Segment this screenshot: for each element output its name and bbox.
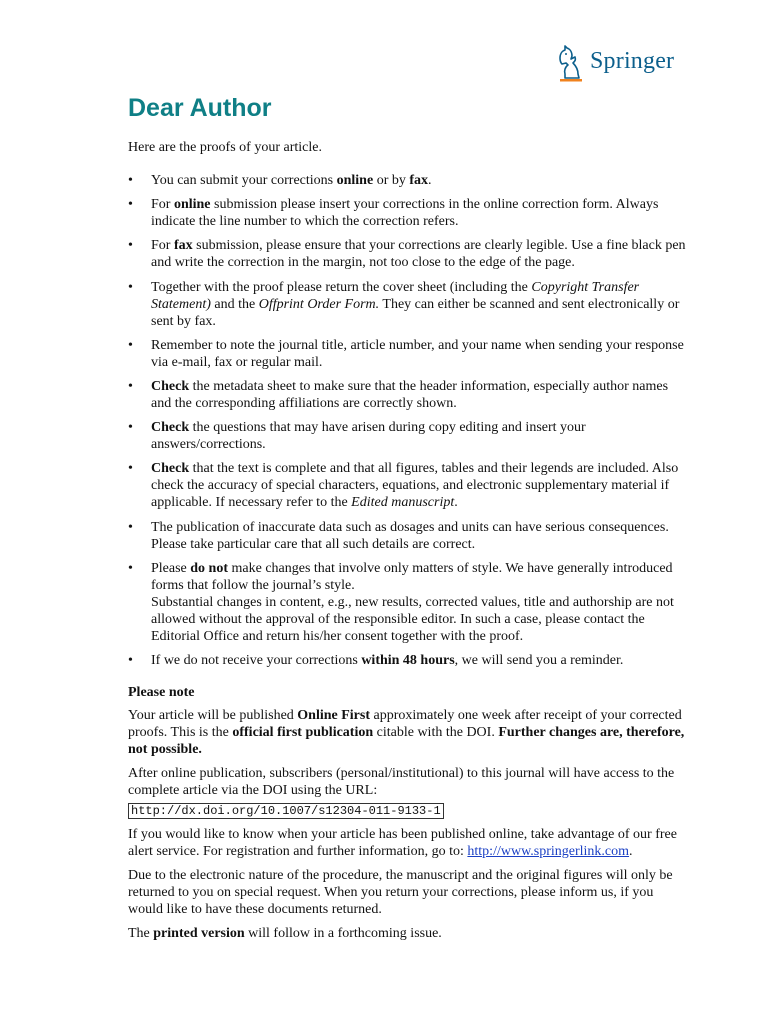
alert-service-paragraph: If you would like to know when your article has been published online, take advantage of our free alert service. For registration and further information, go to: http://www.springerlink.com.: [128, 826, 677, 859]
list-item: • If we do not receive your corrections within 48 hours, we will send you a reminder.: [128, 652, 688, 669]
access-paragraph: After online publication, subscribers (personal/institutional) to this journal will have access to the complete article via the DOI using the URL:: [128, 765, 675, 798]
list-item: • Check the metadata sheet to make sure that the header information, especially author names and the corresponding affiliations are correctly shown.: [128, 378, 688, 412]
list-item: • Please do not make changes that involve only matters of style. We have generally introduced forms that follow the journal’s style. Substantial changes in content, e.g., new results, corrected values, title and authorship are not allowed without the approval of the responsible editor. In such a case, please contact the Editorial Office and return his/her consent together with the proof.: [128, 560, 688, 645]
letter-body: [128, 139, 688, 949]
instruction-list: [128, 172, 688, 669]
list-item: • Check that the text is complete and that all figures, tables and their legends are included. Also check the accuracy of special characters, equations, and electronic supplementary material if applicable. If necessary refer to the Edited manuscript.: [128, 460, 688, 511]
intro-text: Here are the proofs of your article.: [128, 140, 322, 155]
list-item: • For online submission please insert your corrections in the online correction form. Always indicate the line number to which the correction refers.: [128, 196, 688, 230]
chess-knight-icon: [556, 44, 586, 82]
printed-version-paragraph: The printed version will follow in a forthcoming issue.: [128, 925, 442, 941]
returns-paragraph: Due to the electronic nature of the procedure, the manuscript and the original figures will only be returned to you on special request. When you return your corrections, please inform us, if you would like to have these documents returned.: [128, 867, 673, 917]
list-item: • Check the questions that may have arisen during copy editing and insert your answers/corrections.: [128, 419, 688, 453]
springer-logo: [556, 44, 686, 84]
list-item: • For fax submission, please ensure that your corrections are clearly legible. Use a fine black pen and write the correction in the margin, not too close to the edge of the page.: [128, 237, 688, 271]
list-item: • The publication of inaccurate data such as dosages and units can have serious consequences. Please take particular care that all such details are correct.: [128, 519, 688, 553]
list-item: • Together with the proof please return the cover sheet (including the Copyright Transfer Statement) and the Offprint Order Form. They can either be scanned and sent electronically or sent by fax.: [128, 279, 688, 330]
page-title: Dear Author: [128, 94, 272, 122]
list-item: • Remember to note the journal title, article number, and your name when sending your response via e-mail, fax or regular mail.: [128, 337, 688, 371]
logo-wordmark: Springer: [590, 48, 675, 74]
doi-url-box[interactable]: http://dx.doi.org/10.1007/s12304-011-9133-1: [128, 803, 444, 819]
list-item: • You can submit your corrections online or by fax.: [128, 172, 688, 189]
please-note-heading: Please note: [128, 684, 195, 700]
online-first-paragraph: Your article will be published Online First approximately one week after receipt of your corrected proofs. This is the official first publication citable with the DOI. Further changes are, therefore, not possible.: [128, 707, 685, 757]
springerlink-link[interactable]: http://www.springerlink.com: [467, 843, 630, 859]
